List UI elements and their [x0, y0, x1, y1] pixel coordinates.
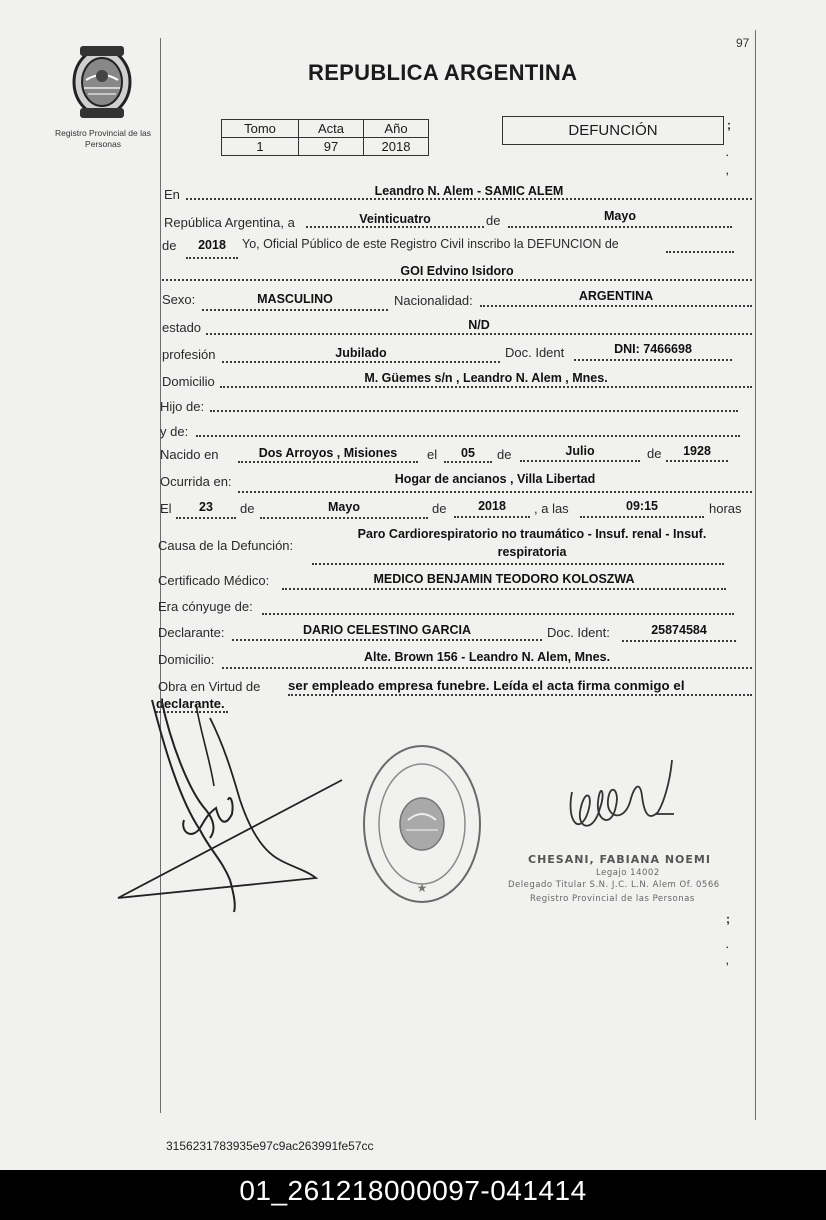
- record-table: [221, 119, 429, 156]
- officer-name: CHESANI, FABIANA NOEMI: [528, 853, 711, 866]
- document-hash: 3156231783935e97c9ac263991fe57cc: [166, 1139, 374, 1153]
- birthplace-value: Dos Arroyos , Misiones: [258, 446, 398, 460]
- underline: [202, 309, 388, 311]
- death-time-value: 09:15: [626, 499, 658, 513]
- label-y-de: y de:: [160, 424, 189, 439]
- registry-stamp: [360, 742, 484, 906]
- declarant-value: DARIO CELESTINO GARCIA: [302, 623, 472, 637]
- label-hijo-de: Hijo de:: [160, 399, 205, 414]
- underline: [260, 517, 428, 519]
- underline: [186, 257, 238, 259]
- label-doc-ident-2: Doc. Ident:: [547, 625, 610, 640]
- acta-value: 97: [299, 138, 364, 156]
- label-en: En: [164, 187, 180, 202]
- margin-mark: ;: [727, 118, 731, 132]
- underline: [312, 563, 724, 565]
- certificate-value: MEDICO BENJAMIN TEODORO KOLOSZWA: [373, 572, 635, 586]
- dni-value: DNI: 7466698: [614, 342, 692, 356]
- underline: [238, 461, 418, 463]
- label-sexo: Sexo:: [162, 292, 196, 307]
- label-certificado: Certificado Médico:: [158, 573, 270, 588]
- anio-header: Año: [364, 120, 429, 138]
- underline: [206, 333, 752, 335]
- margin-mark: .: [726, 940, 729, 950]
- label-de: de: [240, 501, 255, 516]
- anio-value: 2018: [364, 138, 429, 156]
- page-title: REPUBLICA ARGENTINA: [308, 60, 578, 85]
- margin-mark: ,: [726, 166, 729, 176]
- officer-registry: Registro Provincial de las Personas: [530, 894, 695, 904]
- underline: [454, 516, 530, 518]
- label-estado: estado: [162, 320, 202, 335]
- margin-mark: ;: [726, 912, 730, 926]
- label-horas: horas: [709, 501, 742, 516]
- cause-line-1: Paro Cardiorespiratorio no traumático - Insuf. renal - Insuf.: [357, 527, 707, 541]
- death-month-value: Mayo: [328, 500, 360, 514]
- death-day-value: 23: [199, 500, 213, 514]
- label-declarante: Declarante:: [158, 625, 225, 640]
- label-ocurrida-en: Ocurrida en:: [160, 474, 232, 489]
- birth-year-value: 1928: [683, 444, 711, 458]
- underline: [222, 667, 752, 669]
- right-margin-line: [755, 30, 756, 1120]
- underline: [666, 460, 728, 462]
- underline: [262, 613, 734, 615]
- month-value: Mayo: [604, 209, 636, 223]
- label-yo-oficial: Yo, Oficial Público de este Registro Civil inscribo la DEFUNCION de: [242, 237, 619, 251]
- label-de: de: [162, 238, 177, 253]
- margin-mark: ,: [726, 956, 729, 966]
- underline: [220, 386, 752, 388]
- label-el: El: [160, 501, 172, 516]
- declarant-doc-value: 25874584: [651, 623, 707, 637]
- footer-id: 01_261218000097-041414: [239, 1175, 587, 1206]
- deceased-name: GOI Edvino Isidoro: [400, 264, 514, 278]
- underline: [162, 279, 752, 281]
- nationality-value: ARGENTINA: [578, 289, 654, 303]
- underline: [176, 517, 236, 519]
- day-text-value: Veinticuatro: [359, 212, 431, 226]
- underline: [508, 226, 732, 228]
- birth-month-value: Julio: [565, 444, 595, 458]
- birth-day-value: 05: [461, 446, 475, 460]
- place-value: Leandro N. Alem - SAMIC ALEM: [374, 184, 564, 198]
- label-de: de: [497, 447, 512, 462]
- underline: [622, 640, 736, 642]
- record-type-box: DEFUNCIÓN: [502, 116, 724, 145]
- tomo-value: 1: [222, 138, 299, 156]
- underline: [186, 198, 752, 200]
- underline: [222, 361, 500, 363]
- margin-mark: .: [726, 148, 729, 158]
- officer-legajo: Legajo 14002: [596, 868, 660, 878]
- label-domicilio-2: Domicilio:: [158, 652, 215, 667]
- underline: [444, 461, 492, 463]
- label-el: el: [427, 447, 438, 462]
- underline: [238, 491, 752, 493]
- page-number: 97: [736, 36, 750, 50]
- label-conyuge: Era cónyuge de:: [158, 599, 253, 614]
- label-doc-ident: Doc. Ident: [505, 345, 565, 360]
- underline: [480, 305, 752, 307]
- label-profesion: profesión: [162, 347, 216, 362]
- label-nacionalidad: Nacionalidad:: [394, 293, 473, 308]
- underline: [210, 410, 738, 412]
- tomo-header: Tomo: [222, 120, 299, 138]
- registry-caption: Registro Provincial de las Personas: [55, 128, 151, 149]
- underline: [666, 251, 734, 253]
- reason-line-2: declarante.: [156, 696, 225, 711]
- profession-value: Jubilado: [335, 346, 387, 360]
- label-a-las: , a las: [534, 501, 569, 516]
- label-obra-en: Obra en Virtud de: [158, 679, 261, 694]
- label-domicilio: Domicilio: [162, 374, 215, 389]
- label-nacido-en: Nacido en: [160, 447, 219, 462]
- reason-line-1: ser empleado empresa funebre. Leída el acta firma conmigo el: [288, 678, 685, 693]
- address-value: M. Güemes s/n , Leandro N. Alem , Mnes.: [364, 371, 608, 385]
- underline: [306, 226, 484, 228]
- label-de: de: [432, 501, 447, 516]
- underline: [232, 639, 542, 641]
- underline: [282, 588, 726, 590]
- underline: [196, 435, 740, 437]
- label-de: de: [647, 446, 662, 461]
- sex-value: MASCULINO: [257, 292, 333, 306]
- death-year-value: 2018: [478, 499, 506, 513]
- label-causa: Causa de la Defunción:: [158, 538, 294, 553]
- cause-line-2: respiratoria: [497, 545, 567, 559]
- svg-text:★: ★: [416, 881, 428, 895]
- year-value: 2018: [198, 238, 226, 252]
- label-republica: República Argentina, a: [164, 215, 295, 230]
- underline: [580, 516, 704, 518]
- misiones-crest-logo: [66, 42, 138, 122]
- underline: [574, 359, 732, 361]
- underline: [520, 460, 640, 462]
- label-de: de: [486, 213, 501, 228]
- civil-status-value: N/D: [468, 318, 490, 332]
- officer-signature: [560, 752, 690, 842]
- officer-title: Delegado Titular S.N. J.C. L.N. Alem Of. 0566: [508, 880, 720, 890]
- declarant-address-value: Alte. Brown 156 - Leandro N. Alem, Mnes.: [363, 650, 611, 664]
- acta-header: Acta: [299, 120, 364, 138]
- death-place-value: Hogar de ancianos , Villa Libertad: [394, 472, 596, 486]
